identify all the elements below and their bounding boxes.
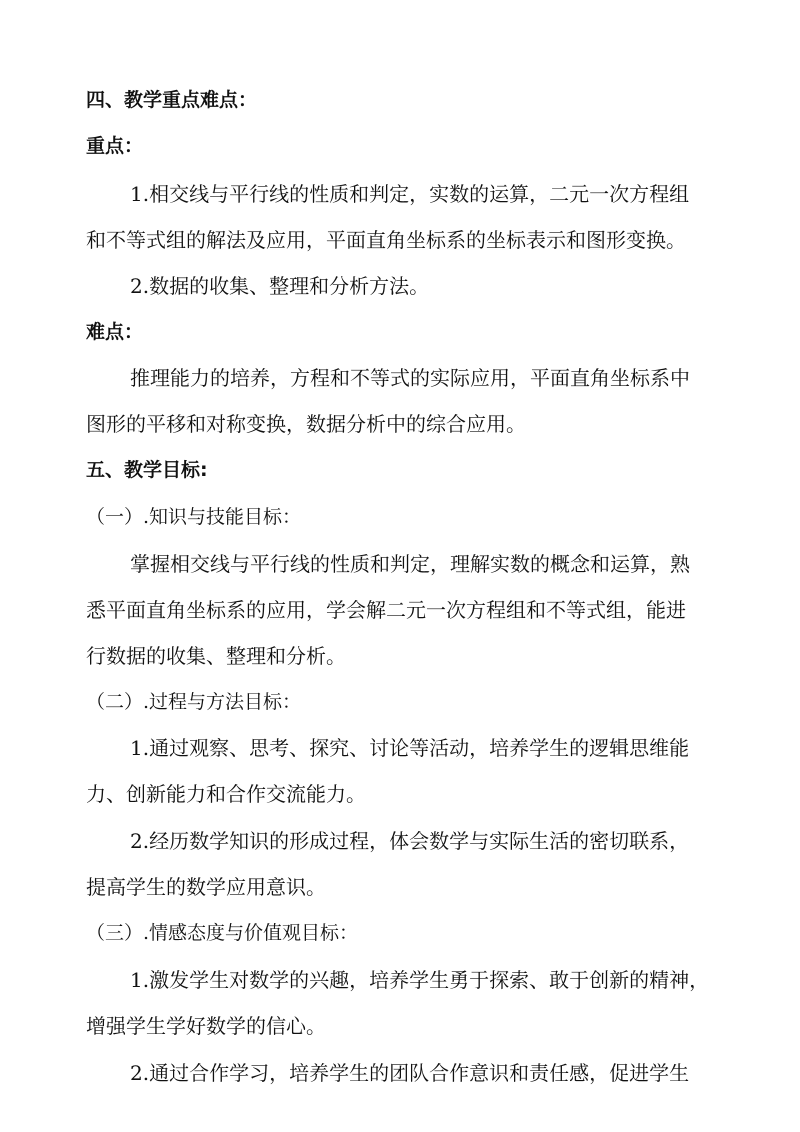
difficulties-line-2: 图形的平移和对称变换，数据分析中的综合应用。 xyxy=(86,412,526,436)
goal-3-item-1-line-1: 1.激发学生对数学的兴趣，培养学生勇于探索、敢于创新的精神， xyxy=(130,968,710,992)
goal-1-line-2: 悉平面直角坐标系的应用，学会解二元一次方程组和不等式组，能进 xyxy=(86,598,686,622)
key-point-1-line-1: 1.相交线与平行线的性质和判定，实数的运算，二元一次方程组 xyxy=(130,182,690,206)
goal-2-item-2-line-2: 提高学生的数学应用意识。 xyxy=(86,875,326,899)
goal-3-title: （三）.情感态度与价值观目标： xyxy=(86,922,359,944)
section-5-title: 五、教学目标: xyxy=(86,459,208,481)
section-4-title: 四、教学重点难点： xyxy=(86,89,258,111)
key-points-label: 重点： xyxy=(86,135,144,157)
goal-2-item-2-line-1: 2.经历数学知识的形成过程，体会数学与实际生活的密切联系， xyxy=(130,829,690,853)
goal-2-item-1-line-2: 力、创新能力和合作交流能力。 xyxy=(86,782,366,806)
goal-2-title: （二）.过程与方法目标： xyxy=(86,691,302,713)
difficulties-line-1: 推理能力的培养，方程和不等式的实际应用，平面直角坐标系中 xyxy=(130,366,690,390)
key-point-1-line-2: 和不等式组的解法及应用，平面直角坐标系的坐标表示和图形变换。 xyxy=(86,228,686,252)
goal-1-title: （一）.知识与技能目标： xyxy=(86,506,302,528)
goal-3-item-1-line-2: 增强学生学好数学的信心。 xyxy=(86,1014,326,1038)
key-point-2: 2.数据的收集、整理和分析方法。 xyxy=(130,274,430,298)
goal-1-line-3: 行数据的收集、整理和分析。 xyxy=(86,644,346,668)
difficulties-label: 难点： xyxy=(86,321,144,343)
goal-1-line-1: 掌握相交线与平行线的性质和判定，理解实数的概念和运算，熟 xyxy=(130,552,690,576)
goal-3-item-2-line-1: 2.通过合作学习，培养学生的团队合作意识和责任感，促进学生 xyxy=(130,1061,690,1085)
goal-2-item-1-line-1: 1.通过观察、思考、探究、讨论等活动，培养学生的逻辑思维能 xyxy=(130,736,690,760)
